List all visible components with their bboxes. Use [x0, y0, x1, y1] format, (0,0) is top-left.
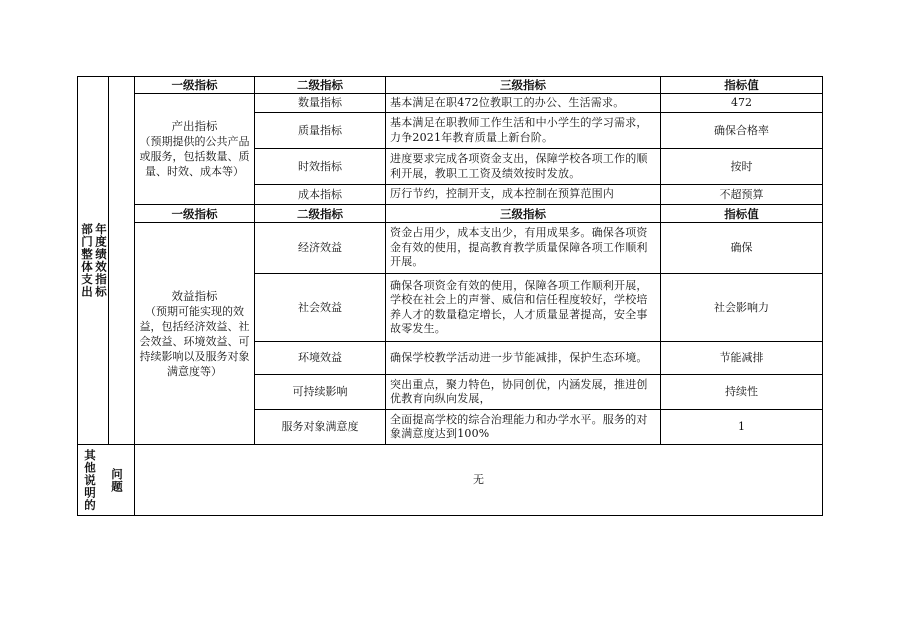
table-row-level3: 确保学校教学活动进一步节能减排，保护生态环境。 — [390, 350, 648, 364]
table-row-value: 1 — [738, 420, 745, 433]
table-row-value: 不超预算 — [719, 187, 764, 201]
other-label: 其他说明的 — [83, 448, 97, 512]
effect-indicator-cell — [135, 223, 254, 444]
table-row-level2: 数量指标 — [298, 96, 342, 109]
output-indicator-cell — [135, 94, 254, 204]
table-row-level3: 全面提高学校的综合治理能力和办学水平。服务的对象满意度达到100% — [390, 412, 648, 440]
table-row-level3: 基本满足在职教师工作生活和中小学生的学习需求，力争2021年教育质量上新台阶。 — [390, 116, 648, 144]
table-row-level3: 突出重点，聚力特色，协同创优，内涵发展，推进创优教育向纵向发展， — [390, 377, 648, 405]
table-row-value: 472 — [731, 96, 752, 109]
table-row-level2: 经济效益 — [298, 241, 342, 254]
output-desc: （预期提供的公共产品或服务，包括数量、质量、时效、成本等） — [139, 135, 250, 178]
header-level2-repeat: 二级指标 — [297, 206, 343, 221]
table-row-value: 社会影响力 — [714, 300, 769, 314]
other-value: 无 — [473, 473, 484, 486]
table-row-level3: 确保各项资金有效的使用，保障各项工作顺利开展，学校在社会上的声誉、威信和信任程度较好，学校培养人才的数量稳定增长，人才质量显著提高，安全事故零发生。 — [390, 278, 648, 335]
table-row-level3: 资金占用少，成本支出少，有用成果多。确保各项资金有效的使用，提高教育教学质量保障各项工作顺利开展。 — [390, 226, 648, 269]
output-title: 产出指标 — [171, 119, 218, 133]
header-level1: 一级指标 — [171, 78, 218, 92]
table-row-level2: 社会效益 — [298, 300, 342, 314]
header-value-repeat: 指标值 — [724, 206, 759, 221]
effect-title: 效益指标 — [171, 288, 218, 303]
table-row-level3: 进度要求完成各项资金支出，保障学校各项工作的顺利开展，教职工工资及绩效按时发放。 — [390, 152, 648, 180]
table-row-value: 按时 — [730, 159, 753, 173]
table-row-level3: 基本满足在职472位教职工的办公、生活需求。 — [390, 95, 625, 109]
year-label: 年度绩效指标 — [94, 223, 108, 298]
problem-label: 问题 — [110, 467, 124, 493]
table-row-level2: 时效指标 — [298, 159, 342, 173]
header-level2: 二级指标 — [297, 78, 343, 92]
effect-desc: （预期可能实现的效益，包括经济效益、社会效益、环境效益、可持续影响以及服务对象满意度等） — [139, 304, 250, 378]
header-level3-repeat: 三级指标 — [500, 206, 546, 221]
header-level1-repeat: 一级指标 — [171, 206, 218, 221]
dept-label: 部门整体支出 — [80, 223, 94, 298]
table-row-level2: 服务对象满意度 — [281, 420, 359, 433]
table-row-level2: 成本指标 — [298, 187, 342, 201]
table-row-level2: 可持续影响 — [292, 385, 348, 398]
table-row-value: 节能减排 — [719, 351, 764, 364]
table-row-value: 持续性 — [725, 385, 758, 398]
table-row-level2: 质量指标 — [298, 123, 342, 137]
table-row-level2: 环境效益 — [298, 351, 342, 364]
header-level3: 三级指标 — [500, 78, 546, 92]
table-row-value: 确保 — [730, 241, 753, 254]
table-row-level3: 厉行节约，控制开支，成本控制在预算范围内 — [390, 187, 614, 201]
header-value: 指标值 — [724, 78, 759, 92]
table-row-value: 确保合格率 — [714, 123, 769, 137]
